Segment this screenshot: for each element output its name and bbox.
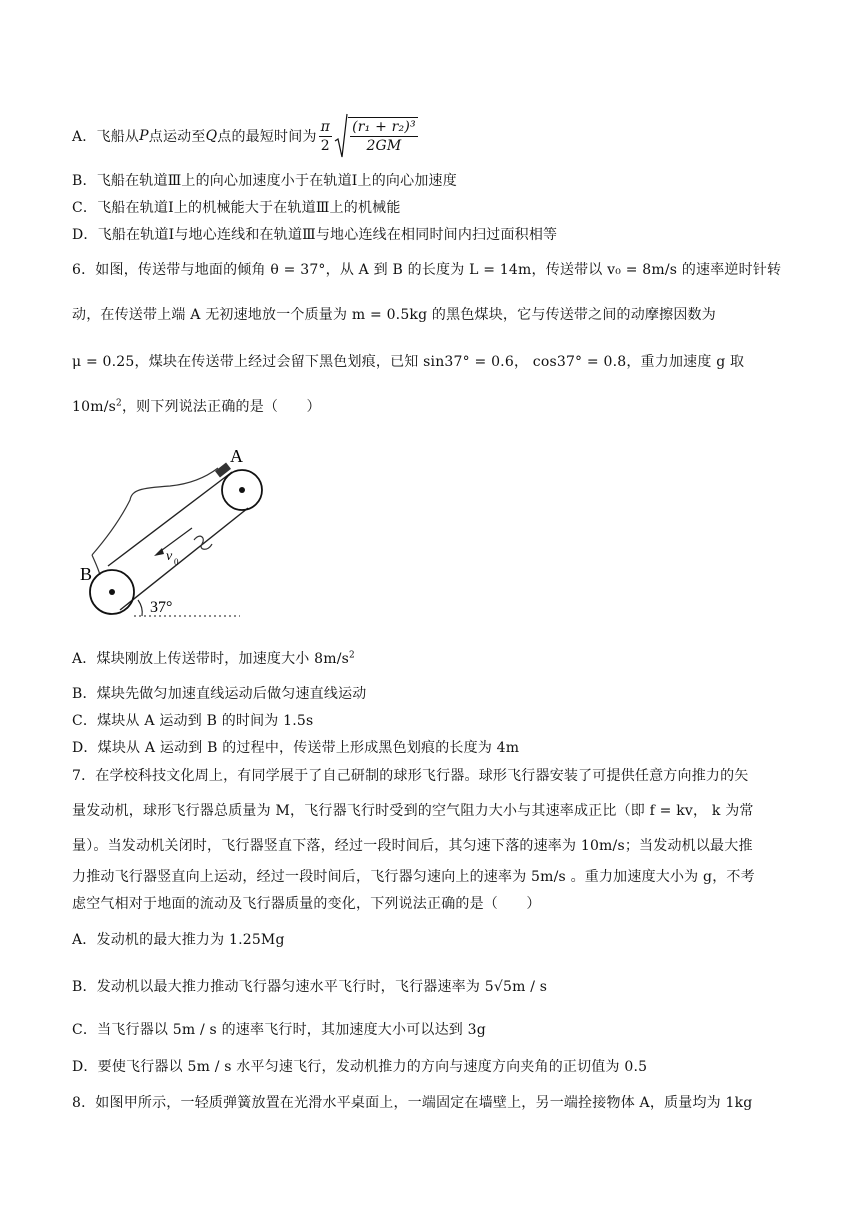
q6-option-b: B．煤块先做匀加速直线运动后做匀速直线运动 — [72, 686, 367, 702]
q6-option-c: C．煤块从 A 运动到 B 的时间为 1.5s — [72, 713, 314, 729]
q6-option-a-text: A．煤块刚放上传送带时，加速度大小 8m/s — [72, 651, 350, 667]
q5-pi-over-2 — [319, 118, 332, 155]
point-b-label: B — [80, 564, 93, 584]
q7-option-d: D．要使飞行器以 5m / s 水平匀速飞行，发动机推力的方向与速度方向夹角的正切值为 0.5 — [72, 1059, 648, 1075]
angle-arc — [138, 600, 142, 616]
conveyor-belt-figure — [80, 440, 280, 620]
q5-sqrt-frac — [348, 117, 418, 155]
q5-frac-num: π — [320, 118, 331, 135]
velocity-label-sub: 0 — [174, 557, 179, 567]
q6-stem-line-4 — [72, 396, 321, 416]
q5-point-p: P — [139, 128, 149, 144]
q6-g-exp: 2 — [116, 398, 122, 409]
q7-stem-line-1: 7．在学校科技文化周上，有同学展于了自己研制的球形飞行器。球形飞行器安装了可提供任意方向推力的矢 — [72, 768, 749, 784]
q7-option-b: B．发动机以最大推力推动飞行器匀速水平飞行时，飞行器速率为 5√5m / s — [72, 979, 548, 995]
velocity-arrow — [158, 528, 192, 553]
q6-question: ，则下列说法正确的是（ ） — [121, 399, 321, 415]
q5-option-a-mid: 点运动至 — [148, 129, 206, 145]
belt-lower-line — [120, 508, 248, 610]
q5-option-a — [72, 112, 420, 160]
q6-option-a — [72, 648, 355, 668]
q7-stem-line-4: 力推动飞行器竖直向上运动，经过一段时间后，飞行器匀速向上的速率为 5m/s 。重力加速度大小为 g，不考 — [72, 869, 755, 885]
q5-sqrt-num: (r₁ + r₂)³ — [352, 119, 416, 135]
belt-cover-edge — [92, 555, 100, 575]
q7-stem-line-3: 量）。当发动机关闭时，飞行器竖直下落，经过一段时间后，其匀速下落的速率为 10m/s；当发动机以最大推 — [72, 838, 753, 854]
q7-option-c: C．当飞行器以 5m / s 的速率飞行时，其加速度大小可以达到 3g — [72, 1022, 486, 1038]
q5-option-d: D．飞船在轨道Ⅰ与地心连线和在轨道Ⅲ与地心连线在相同时间内扫过面积相等 — [72, 227, 558, 243]
q6-option-d: D．煤块从 A 运动到 B 的过程中，传送带上形成黑色划痕的长度为 4m — [72, 740, 520, 756]
q5-sqrt-expression — [334, 113, 420, 159]
pulley-b-axle — [109, 589, 115, 595]
q6-stem-line-2: 动，在传送带上端 A 无初速地放一个质量为 m = 0.5kg 的黑色煤块，它与传送带之间的动摩擦因数为 — [72, 307, 716, 323]
q7-stem-line-2: 量发动机，球形飞行器总质量为 M，飞行器飞行时受到的空气阻力大小与其速率成正比（即 f = kv， k 为常 — [72, 803, 754, 819]
pulley-a-axle — [239, 487, 245, 493]
q6-stem-line-3: μ = 0.25，煤块在传送带上经过会留下黑色划痕，已知 sin37° = 0.6， cos37° = 0.8，重力加速度 g 取 — [72, 354, 745, 370]
q5-option-c: C．飞船在轨道Ⅰ上的机械能大于在轨道Ⅲ上的机械能 — [72, 200, 401, 216]
belt-cover-curve — [92, 468, 218, 555]
q5-option-a-prefix: A．飞船从 — [72, 129, 140, 145]
q5-frac-den: 2 — [320, 137, 330, 154]
q6-stem-line-1: 6．如图，传送带与地面的倾角 θ = 37°，从 A 到 B 的长度为 L = 14m，传送带以 v₀ = 8m/s 的速率逆时针转 — [72, 262, 782, 278]
velocity-label: v — [166, 549, 173, 564]
q5-sqrt-den: 2GM — [366, 138, 402, 154]
q6-g-value: 10m/s — [72, 399, 116, 415]
angle-label: 37° — [150, 599, 173, 616]
q6-option-a-exp: 2 — [349, 650, 355, 661]
q7-option-a: A．发动机的最大推力为 1.25Mg — [72, 932, 285, 948]
sqrt-sign-icon — [334, 113, 348, 159]
q5-point-q: Q — [205, 128, 218, 144]
q7-stem-line-5: 虑空气相对于地面的流动及飞行器质量的变化，下列说法正确的是（ ） — [72, 896, 541, 912]
q5-option-a-suffix: 点的最短时间为 — [217, 129, 317, 145]
point-a-label: A — [230, 446, 243, 466]
q8-stem-line-1: 8．如图甲所示，一轻质弹簧放置在光滑水平桌面上，一端固定在墙壁上，另一端拴接物体 A，质量均为 1kg — [72, 1095, 753, 1111]
q5-option-b: B．飞船在轨道Ⅲ上的向心加速度小于在轨道Ⅰ上的向心加速度 — [72, 173, 457, 189]
